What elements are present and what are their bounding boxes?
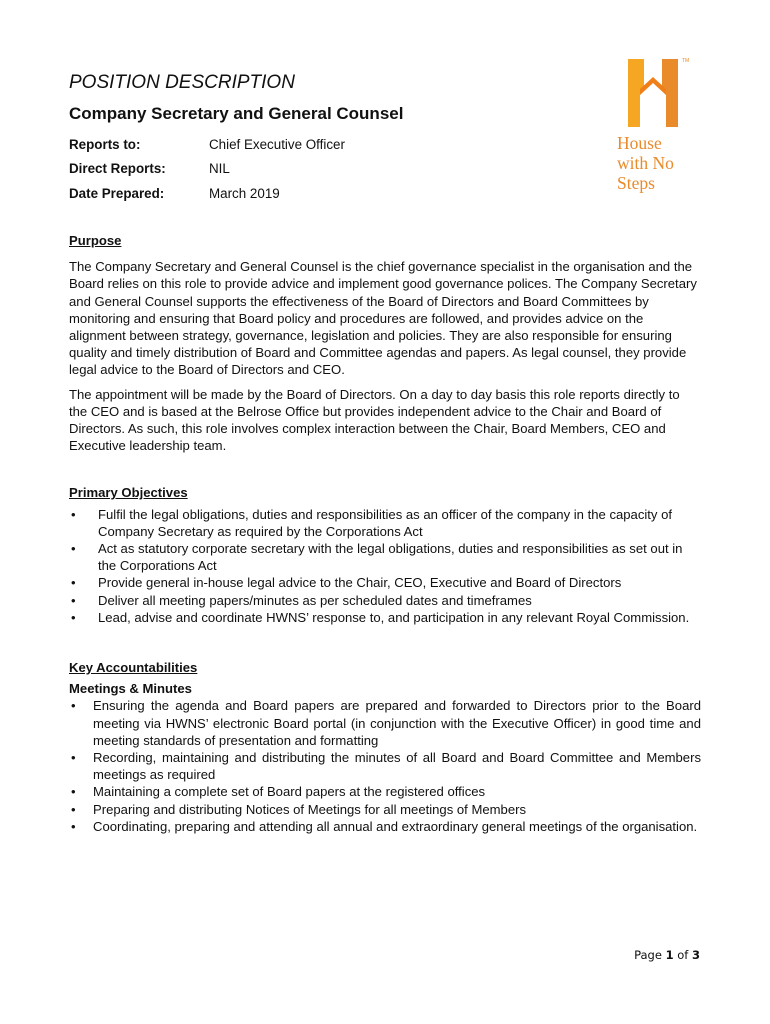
meta-value: Chief Executive Officer [209, 136, 345, 152]
meta-label: Date Prepared: [69, 185, 165, 201]
of-word: of [677, 948, 689, 962]
meta-row-direct-reports [69, 157, 489, 182]
section-heading: Primary Objectives [69, 485, 188, 501]
total-pages: 3 [691, 948, 700, 962]
section-heading: Purpose [69, 233, 122, 248]
objectives-list [69, 506, 701, 626]
meta-row-reports-to [69, 132, 489, 157]
trademark-mark: TM [682, 58, 690, 64]
sub-heading: Meetings & Minutes [69, 681, 192, 697]
document-type: POSITION DESCRIPTION [69, 72, 295, 93]
position-meta [69, 132, 489, 206]
accountabilities-list [69, 697, 701, 835]
paragraph: The Company Secretary and General Counsel is the chief governance specialist in the organisation and the Board relies on this role to provide advice and implement good governance polices. The Company Secretary and General Counsel supports the effectiveness of the Board of Directors and Board Committees by monitoring and ensuring that Board policy and procedures are followed, and provides advice on the alignment between strategy, governance, legislation and policies. They are also responsible for ensuring quality and timely distribution of Board and Committee agendas and papers. As legal counsel, they provide legal advice to the Board of Directors and CEO. [69, 259, 697, 378]
logo-line: with No [617, 153, 674, 173]
meta-row-date-prepared [69, 181, 489, 206]
list-item: • Preparing and distributing Notices of Meetings for all meetings of Members [69, 801, 701, 818]
list-item: • Act as statutory corporate secretary with the legal obligations, duties and responsibilities as set out in the Corporations Act [69, 540, 701, 574]
logo-line: House [617, 133, 662, 153]
document-body [69, 232, 701, 835]
page-number [634, 948, 700, 962]
position-title: Company Secretary and General Counsel [69, 104, 404, 123]
list-item: • Maintaining a complete set of Board papers at the registered offices [69, 783, 701, 800]
list-item: • Coordinating, preparing and attending all annual and extraordinary general meetings of the organisation. [69, 818, 701, 835]
section-heading: Key Accountabilities [69, 660, 198, 676]
list-item: • Ensuring the agenda and Board papers are prepared and forwarded to Directors prior to the Board meeting via HWNS’ electronic Board portal (in conjunction with the Executive Officer) in good time and meeting standards of presentation and formatting [69, 697, 701, 749]
accountabilities-section [69, 659, 701, 835]
paragraph: The appointment will be made by the Board of Directors. On a day to day basis this role reports directly to the CEO and is based at the Belrose Office but provides independent advice to the Chair and Board of Directors. As such, this role involves complex interaction between the Chair, Board Members, CEO and Executive leadership team. [69, 386, 680, 454]
meta-value: March 2019 [209, 185, 280, 201]
page-word: Page [634, 948, 662, 962]
logo-line: Steps [617, 173, 655, 193]
logo-wordmark [617, 133, 707, 193]
objectives-section [69, 484, 701, 626]
list-item: • Fulfil the legal obligations, duties and responsibilities as an officer of the company in the capacity of Company Secretary as required by the Corporations Act [69, 506, 701, 540]
meta-label: Reports to: [69, 136, 141, 152]
meta-value: NIL [209, 161, 230, 177]
list-item: • Lead, advise and coordinate HWNS’ response to, and participation in any relevant Royal Commission. [69, 609, 701, 626]
meta-label: Direct Reports: [69, 161, 166, 177]
list-item: • Provide general in-house legal advice to the Chair, CEO, Executive and Board of Directors [69, 574, 701, 591]
current-page: 1 [665, 948, 674, 962]
purpose-section [69, 232, 701, 454]
list-item: • Deliver all meeting papers/minutes as per scheduled dates and timeframes [69, 592, 701, 609]
list-item: • Recording, maintaining and distributing the minutes of all Board and Board Committee and Members meetings as required [69, 749, 701, 783]
